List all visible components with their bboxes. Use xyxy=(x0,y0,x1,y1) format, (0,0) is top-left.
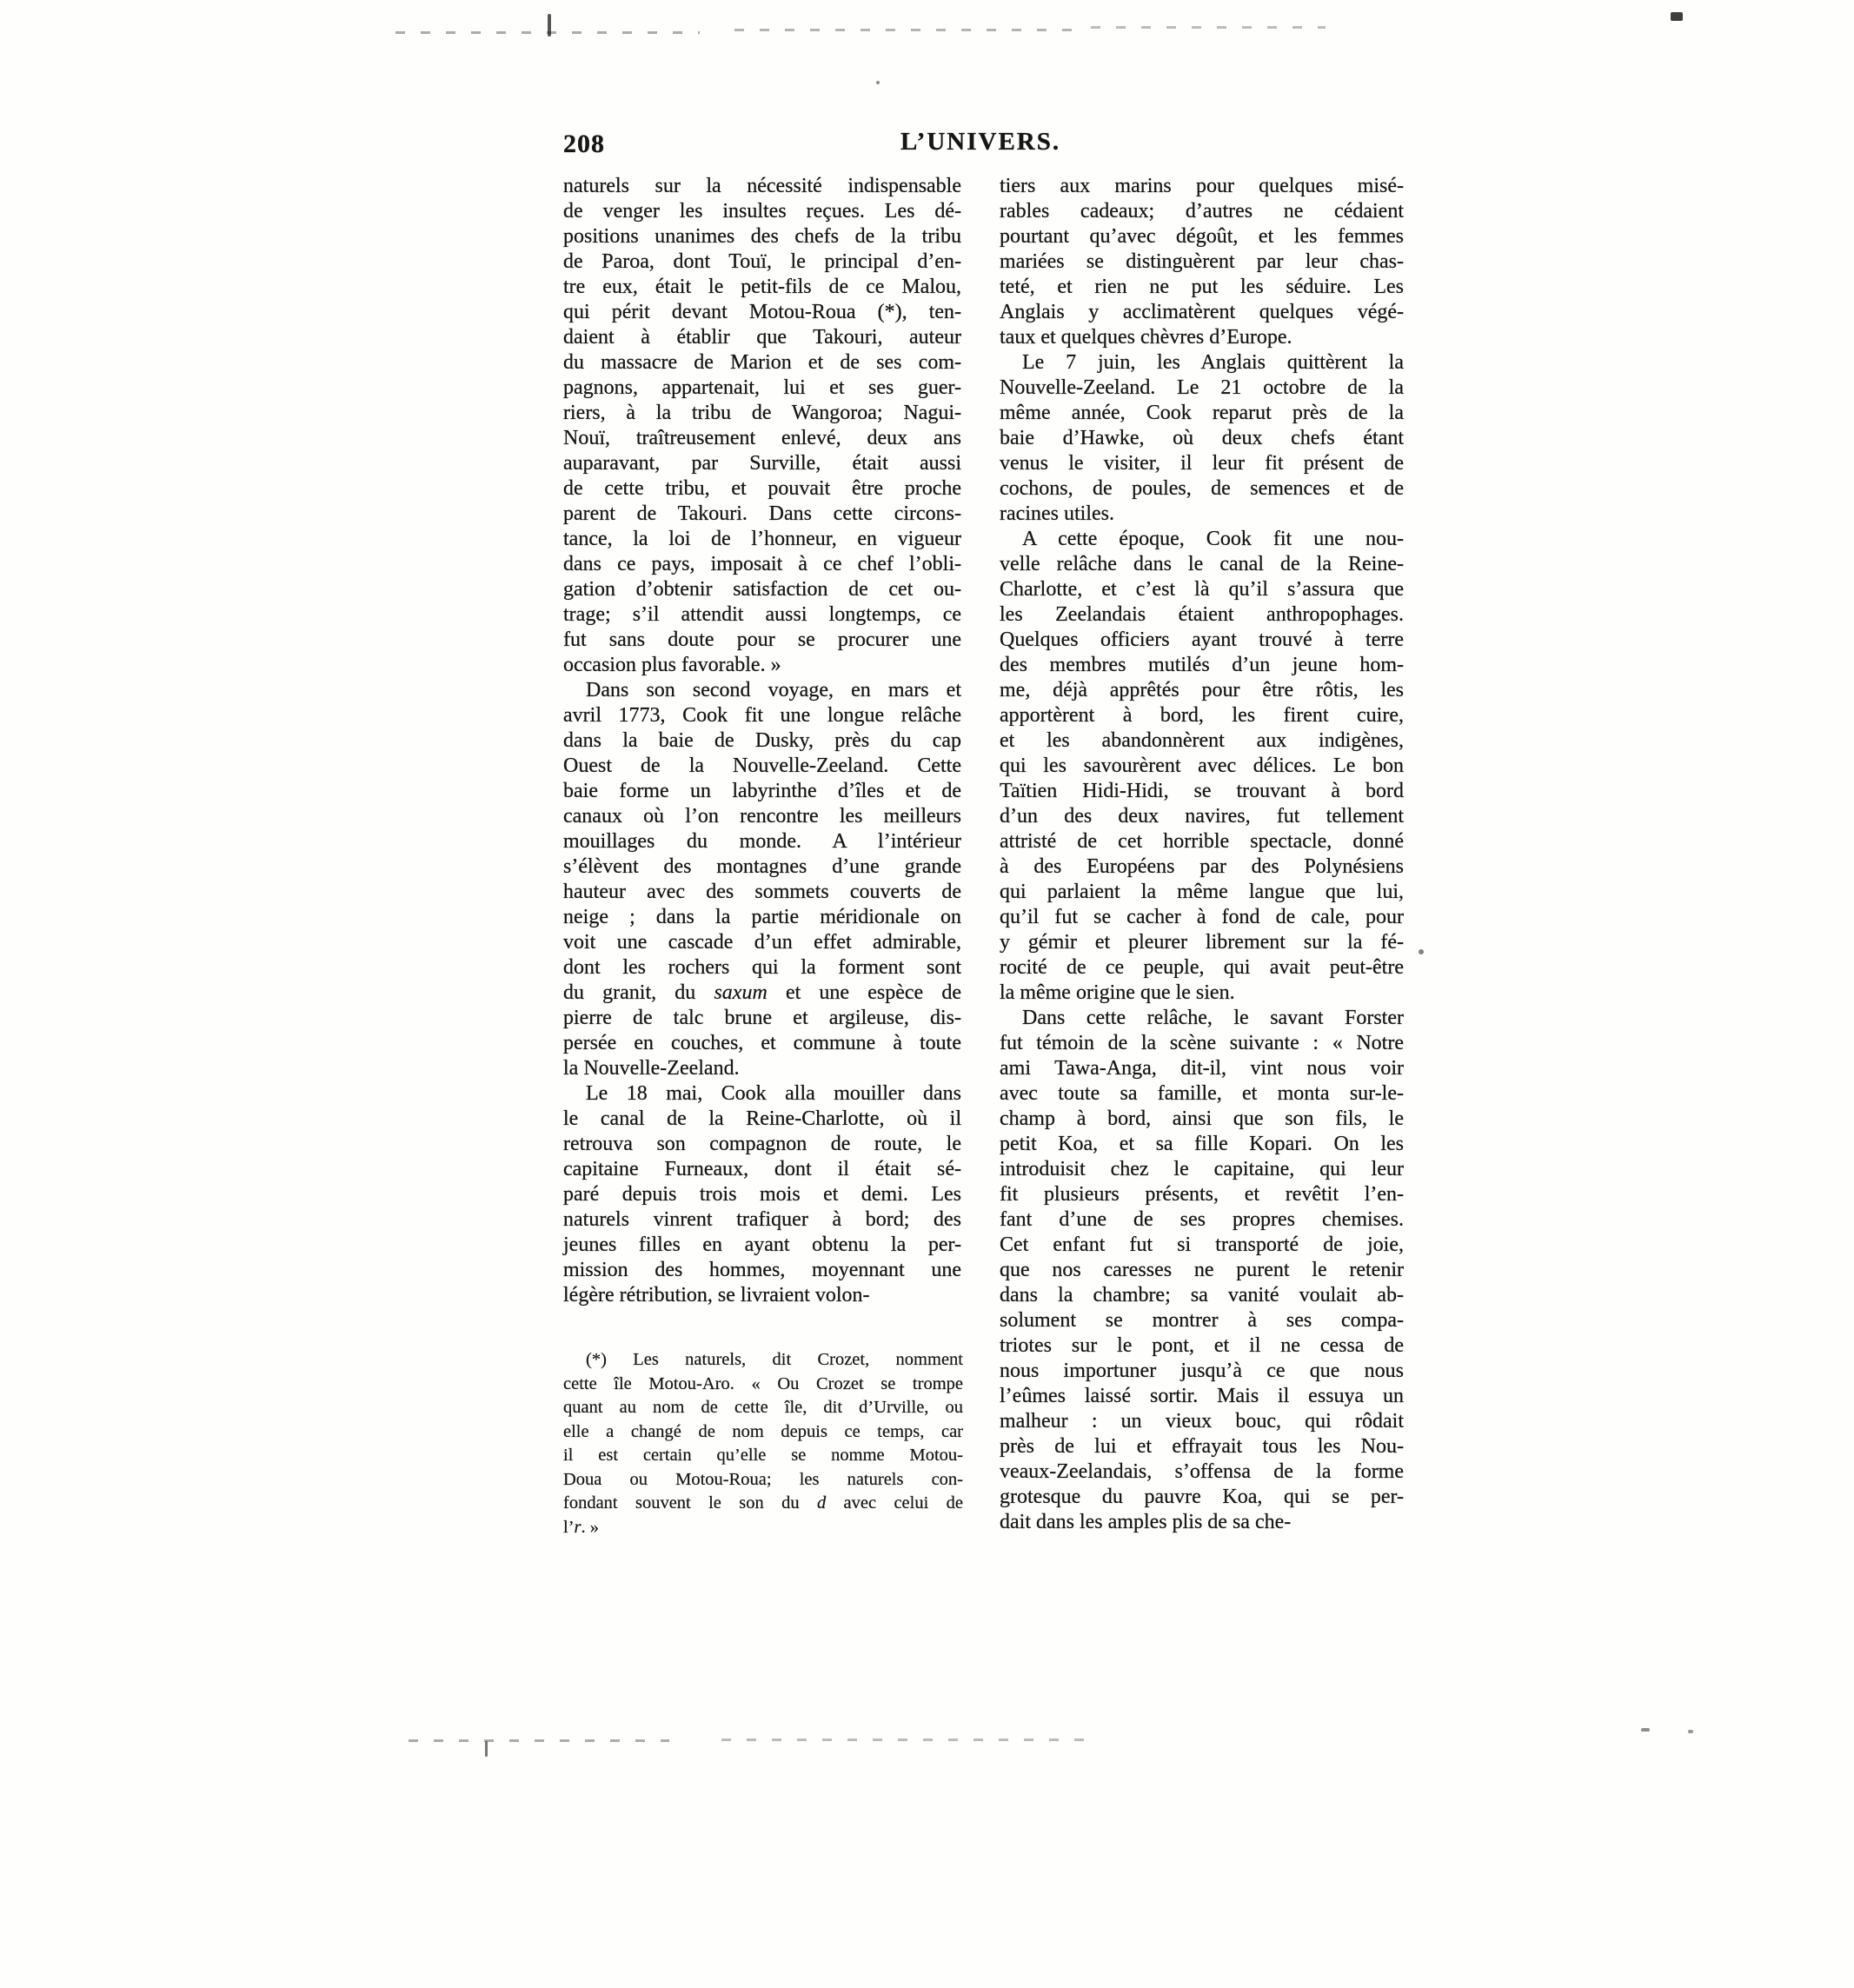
text-line: cette île Motou-Aro. « Ou Crozet se trompe xyxy=(563,1373,963,1393)
scan-artifact-bottom-dashes xyxy=(721,1739,1095,1741)
text-line: A cette époque, Cook fit une nou- xyxy=(1022,528,1404,550)
text-line: dans la chambre; sa vanité voulait ab- xyxy=(1000,1284,1404,1306)
text-line: velle relâche dans le canal de la Reine- xyxy=(1000,553,1404,575)
text-line: Quelques officiers ayant trouvé à terre xyxy=(1000,628,1404,651)
text-line: baie d’Hawke, où deux chefs étant xyxy=(1000,427,1404,449)
text-line: triotes sur le pont, et il ne cessa de xyxy=(1000,1334,1404,1357)
text-line: fondant souvent le son du d avec celui de xyxy=(563,1493,964,1513)
text-line: s’élèvent des montagnes d’une grande xyxy=(563,855,961,878)
text-line: malheur : un vieux bouc, qui rôdait xyxy=(1000,1410,1404,1433)
scan-artifact-dot xyxy=(1419,949,1424,954)
text-line: occasion plus favorable. » xyxy=(563,654,781,676)
text-line: dait dans les amples plis de sa che- xyxy=(1000,1511,1292,1533)
text-line: rables cadeaux; d’autres ne cédaient xyxy=(1000,200,1404,223)
text-line: voit une cascade d’un effet admirable, xyxy=(563,931,961,954)
text-line: de venger les insultes reçues. Les dé- xyxy=(563,200,961,223)
text-line: racines utiles. xyxy=(1000,502,1114,525)
text-line: hauteur avec des sommets couverts de xyxy=(563,881,961,903)
text-line: veaux-Zeelandais, s’offensa de la forme xyxy=(1000,1460,1404,1483)
text-line: Nouvelle-Zeeland. Le 21 octobre de la xyxy=(1000,376,1404,399)
text-line: l’eûmes laissé sortir. Mais il essuya un xyxy=(1000,1385,1404,1407)
paragraph xyxy=(1000,174,1404,350)
text-line: dans ce pays, imposait à ce chef l’obli- xyxy=(563,553,961,575)
text-line: qui parlaient la même langue que lui, xyxy=(1000,881,1404,903)
text-line: grotesque du pauvre Koa, qui se per- xyxy=(1000,1486,1404,1508)
text-line: fit plusieurs présents, et revêtit l’en- xyxy=(1000,1183,1404,1206)
text-line: les Zeelandais étaient anthropophages. xyxy=(1000,603,1404,626)
text-line: le canal de la Reine-Charlotte, où il xyxy=(563,1107,961,1130)
scan-artifact-tick xyxy=(485,1741,488,1757)
paragraph xyxy=(563,174,961,678)
text-line: tre eux, était le petit-fils de ce Malou, xyxy=(563,276,961,298)
text-line: Cet enfant fut si transporté de joie, xyxy=(1000,1233,1404,1256)
paragraph xyxy=(1000,350,1404,527)
text-line: même année, Cook reparut près de la xyxy=(1000,402,1404,424)
text-line: champ à bord, ainsi que son fils, le xyxy=(1000,1107,1404,1130)
text-line: Taïtien Hidi-Hidi, se trouvant à bord xyxy=(1000,780,1404,802)
text-line: dont les rochers qui la forment sont xyxy=(563,956,961,979)
text-line: auparavant, par Surville, était aussi xyxy=(563,452,961,475)
text-line: avril 1773, Cook fit une longue relâche xyxy=(563,704,961,727)
scan-artifact-top-dashes xyxy=(734,29,1073,31)
text-line: canaux où l’on rencontre les meilleurs xyxy=(563,805,961,828)
text-line: naturels sur la nécessité indispensable xyxy=(563,175,961,197)
text-line: fut témoin de la scène suivante : « Notre xyxy=(1000,1032,1404,1054)
text-line: de Paroa, dont Touï, le principal d’en- xyxy=(563,250,961,273)
text-line: pierre de talc brune et argileuse, dis- xyxy=(563,1007,961,1029)
footnote xyxy=(563,1348,963,1539)
text-line: elle a changé de nom depuis ce temps, car xyxy=(563,1421,963,1441)
text-line: trage; s’il attendit aussi longtemps, ce xyxy=(563,603,961,626)
text-line: solument se montrer à ses compa- xyxy=(1000,1309,1404,1332)
text-line: positions unanimes des chefs de la tribu xyxy=(563,225,961,248)
text-line: Anglais y acclimatèrent quelques végé- xyxy=(1000,301,1404,323)
text-line: et les abandonnèrent aux indigènes, xyxy=(1000,729,1404,752)
scan-artifact-blob xyxy=(1671,12,1683,21)
text-line: mission des hommes, moyennant une xyxy=(563,1259,961,1281)
running-title: L’UNIVERS. xyxy=(900,128,1061,156)
text-line: neige ; dans la partie méridionale on xyxy=(563,906,961,928)
text-line: légère rétribution, se livraient volon- xyxy=(563,1284,870,1306)
text-line: pagnons, appartenait, lui et ses guer- xyxy=(563,376,961,399)
text-line: (*) Les naturels, dit Crozet, nomment xyxy=(586,1350,963,1369)
text-line: tance, la loi de l’honneur, en vigueur xyxy=(563,528,961,550)
paragraph xyxy=(1000,1006,1404,1535)
scan-artifact-dot xyxy=(1688,1730,1693,1733)
paragraph xyxy=(1000,527,1404,1006)
text-line: du massacre de Marion et de ses com- xyxy=(563,351,961,374)
text-line: baie forme un labyrinthe d’îles et de xyxy=(563,780,961,802)
text-line: daient à établir que Takouri, auteur xyxy=(563,326,961,349)
text-line: taux et quelques chèvres d’Europe. xyxy=(1000,326,1292,349)
text-line: y gémir et pleurer librement sur la fé- xyxy=(1000,931,1404,954)
text-line: jeunes filles en ayant obtenu la per- xyxy=(563,1233,961,1256)
text-line: mouillages du monde. A l’intérieur xyxy=(563,830,961,853)
text-line: attristé de cet horrible spectacle, donné xyxy=(1000,830,1404,853)
text-line: ami Tawa-Anga, dit-il, vint nous voir xyxy=(1000,1057,1404,1080)
text-line: Charlotte, et c’est là qu’il s’assura que xyxy=(1000,578,1404,601)
text-line: teté, et rien ne put les séduire. Les xyxy=(1000,276,1404,298)
right-text-column xyxy=(1000,174,1404,1535)
left-text-column xyxy=(563,174,961,1308)
text-line: avec toute sa famille, et monta sur-le- xyxy=(1000,1082,1404,1105)
scan-artifact-dot xyxy=(876,81,880,84)
text-line: des membres mutilés d’un jeune hom- xyxy=(1000,654,1404,676)
text-line: Nouï, traîtreusement enlevé, deux ans xyxy=(563,427,961,449)
text-line: parent de Takouri. Dans cette circons- xyxy=(563,502,961,525)
text-line: Ouest de la Nouvelle-Zeeland. Cette xyxy=(563,755,961,777)
text-line: la Nouvelle-Zeeland. xyxy=(563,1057,740,1080)
text-line: dans la baie de Dusky, près du cap xyxy=(563,729,961,752)
page-number: 208 xyxy=(563,130,605,158)
text-line: tiers aux marins pour quelques misé- xyxy=(1000,175,1404,197)
paragraph xyxy=(563,1081,961,1308)
scan-artifact-bottom-dashes xyxy=(409,1739,669,1742)
text-line: fant d’une de ses propres chemises. xyxy=(1000,1208,1404,1231)
text-line: gation d’obtenir satisfaction de cet ou- xyxy=(563,578,961,601)
text-line: rocité de ce peuple, qui avait peut-être xyxy=(1000,956,1404,979)
text-line: me, déjà apprêtés pour être rôtis, les xyxy=(1000,679,1404,701)
text-line: pourtant qu’avec dégoût, et les femmes xyxy=(1000,225,1404,248)
text-line: petit Koa, et sa fille Kopari. On les xyxy=(1000,1133,1404,1155)
text-line: riers, à la tribu de Wangoroa; Nagui- xyxy=(563,402,961,424)
text-line: nous importuner jusqu’à ce que nous xyxy=(1000,1360,1404,1382)
text-line: cochons, de poules, de semences et de xyxy=(1000,477,1404,500)
text-line: la même origine que le sien. xyxy=(1000,981,1235,1004)
text-line: qui les savourèrent avec délices. Le bon xyxy=(1000,755,1404,777)
text-line: retrouva son compagnon de route, le xyxy=(563,1133,961,1155)
text-line: Dans cette relâche, le savant Forster xyxy=(1022,1007,1404,1029)
text-line: apportèrent à bord, les firent cuire, xyxy=(1000,704,1404,727)
text-line: quant au nom de cette île, dit d’Urville, ou xyxy=(563,1398,963,1417)
scan-artifact-tick xyxy=(548,14,551,37)
text-line: Doua ou Motou-Roua; les naturels con- xyxy=(563,1469,963,1489)
text-line: qui périt devant Motou-Roua (*), ten- xyxy=(563,301,961,323)
paragraph xyxy=(563,1348,963,1539)
text-line: du granit, du saxum et une espèce de xyxy=(563,981,962,1004)
text-line: venus le visiter, il leur fit présent de xyxy=(1000,452,1404,475)
text-line: il est certain qu’elle se nomme Motou- xyxy=(563,1446,963,1465)
text-line: qu’il fut se cacher à fond de cale, pour xyxy=(1000,906,1404,928)
scan-artifact-dot xyxy=(1641,1728,1650,1732)
text-line: fut sans doute pour se procurer une xyxy=(563,628,961,651)
text-line: mariées se distinguèrent par leur chas- xyxy=(1000,250,1404,273)
text-line: Le 7 juin, les Anglais quittèrent la xyxy=(1022,351,1404,374)
text-line: d’un des deux navires, fut tellement xyxy=(1000,805,1404,828)
text-line: naturels vinrent trafiquer à bord; des xyxy=(563,1208,961,1231)
text-line: de cette tribu, et pouvait être proche xyxy=(563,477,961,500)
text-line: persée en couches, et commune à toute xyxy=(563,1032,961,1054)
text-line: introduisit chez le capitaine, qui leur xyxy=(1000,1158,1404,1180)
paragraph xyxy=(563,678,961,1081)
text-line: à des Européens par des Polynésiens xyxy=(1000,855,1404,878)
text-line: l’r. » xyxy=(563,1517,600,1537)
text-line: capitaine Furneaux, dont il était sé- xyxy=(563,1158,961,1180)
text-line: paré depuis trois mois et demi. Les xyxy=(563,1183,961,1206)
text-line: que nos caresses ne purent le retenir xyxy=(1000,1259,1404,1281)
text-line: près de lui et effrayait tous les Nou- xyxy=(1000,1435,1404,1458)
text-line: Dans son second voyage, en mars et xyxy=(586,679,961,701)
text-line: Le 18 mai, Cook alla mouiller dans xyxy=(586,1082,961,1105)
scan-artifact-top-dashes xyxy=(1091,26,1326,29)
